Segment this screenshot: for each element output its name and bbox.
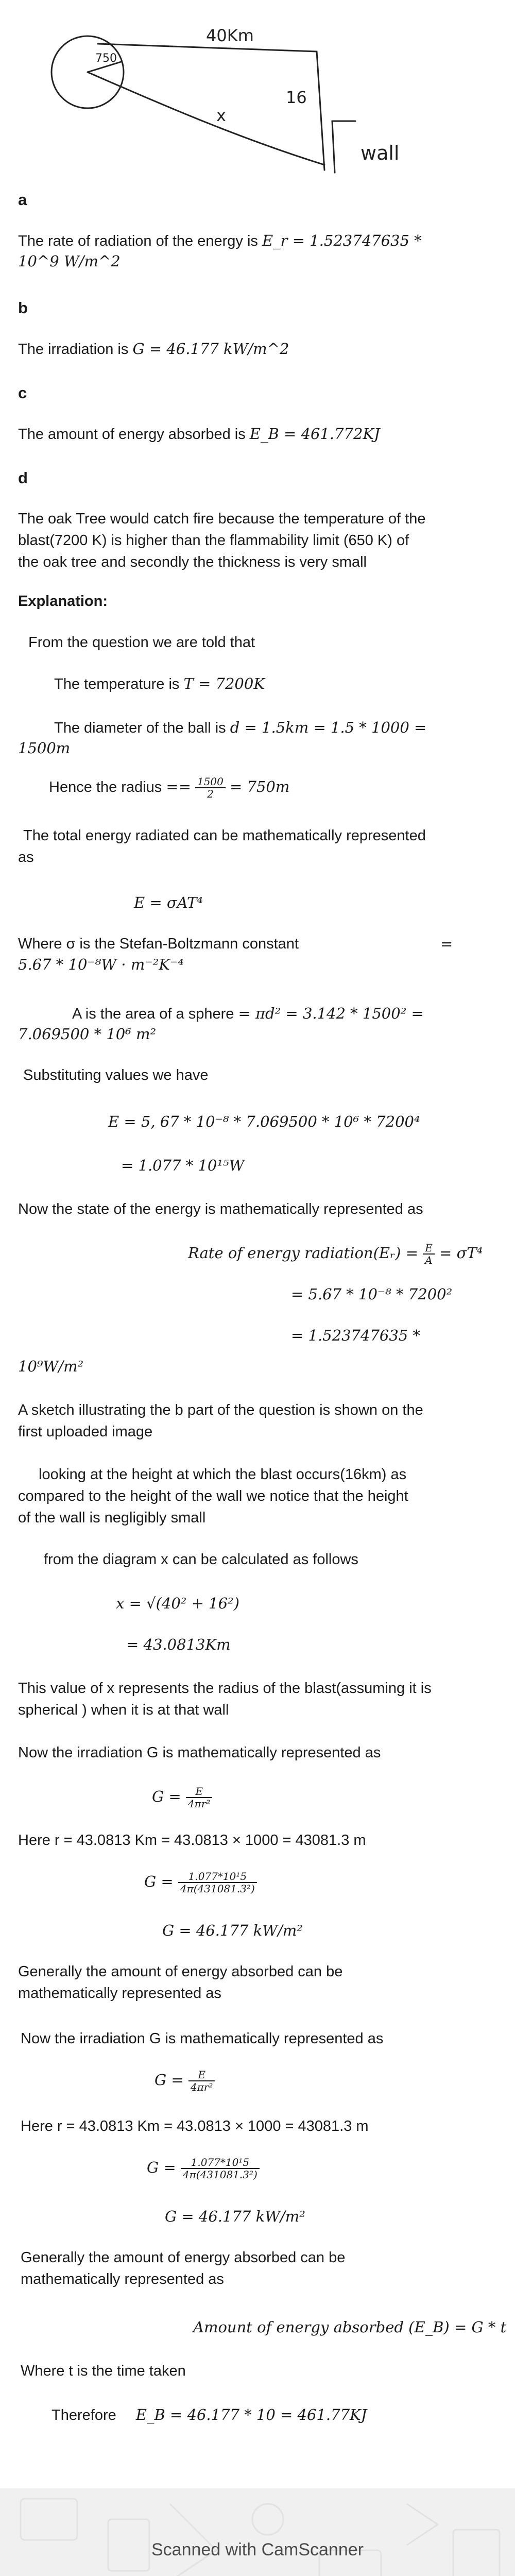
exp-l3-text: The diameter of the ball is bbox=[54, 720, 226, 736]
eq-g-3-fraction: $\frac{E}{\text{4πr²}}$ bbox=[188, 2069, 215, 2093]
part-a-math-cont: 10^9 W/m^2 bbox=[18, 252, 121, 270]
part-c-math: E_B = 461.772KJ bbox=[249, 425, 380, 443]
label-wall: wall bbox=[360, 142, 400, 164]
hypotenuse-line bbox=[88, 72, 324, 165]
eq-rate bbox=[188, 1242, 483, 1266]
exp-l11-2: compared to the height of the wall we notice that the height bbox=[18, 1488, 408, 1504]
eq-g-4-fraction: $\frac{\text{1.077*10¹5}}{\text{4π(431081.3²)}}$ bbox=[181, 2157, 260, 2180]
label-40km: 40Km bbox=[206, 26, 254, 45]
exp-l13-2: spherical ) when it is at that wall bbox=[18, 1702, 229, 1718]
part-d-line1: The oak Tree would catch fire because the temperature of the bbox=[18, 511, 426, 527]
part-a-label: a bbox=[18, 191, 27, 209]
exp-l21-text: Therefore bbox=[52, 2407, 116, 2424]
eq-g-3 bbox=[154, 2069, 215, 2093]
part-c-text: The amount of energy absorbed is bbox=[18, 426, 246, 443]
eq-g-1-left: G = bbox=[152, 1788, 181, 1805]
exp-l7-cont: 7.069500 * 10⁶ m² bbox=[18, 1025, 157, 1043]
exp-l10-1: A sketch illustrating the b part of the question is shown on the bbox=[18, 1402, 423, 1418]
part-d-line3: the oak tree and secondly the thickness is very small bbox=[18, 554, 367, 570]
eq-g-result-1: G = 46.177 kW/m² bbox=[162, 1922, 303, 1939]
exp-l4 bbox=[49, 775, 289, 800]
wall-line bbox=[332, 121, 335, 173]
exp-l7 bbox=[72, 1002, 424, 1025]
label-16: 16 bbox=[286, 88, 307, 107]
exp-l13-1: This value of x represents the radius of the blast(assuming it is bbox=[18, 1680, 432, 1697]
eq-rate-result-cont: 10⁹W/m² bbox=[18, 1358, 84, 1375]
eq-g-4-left: G = bbox=[147, 2159, 176, 2176]
part-d-line2: blast(7200 K) is higher than the flammability limit (650 K) of bbox=[18, 532, 409, 549]
part-b-line bbox=[18, 337, 289, 361]
exp-l4-text: Hence the radius bbox=[49, 779, 162, 795]
exp-l19-2: mathematically represented as bbox=[21, 2271, 224, 2287]
exp-l11-3: of the wall is negligibly small bbox=[18, 1510, 206, 1526]
exp-l4-fraction: $\frac{1500}{2}$ bbox=[195, 776, 226, 800]
exp-l3 bbox=[54, 716, 426, 739]
exp-l9: Now the state of the energy is mathematically represented as bbox=[18, 1201, 423, 1217]
label-750: 750 bbox=[95, 52, 117, 65]
exp-l6-eq: = bbox=[440, 935, 453, 953]
exp-l18: Here r = 43.0813 Km = 43.0813 × 1000 = 43081.3 m bbox=[21, 2118, 369, 2134]
eq-g-2 bbox=[144, 1870, 257, 1894]
eq-g-2-fraction: $\frac{\text{1.077*10¹5}}{\text{4π(431081.3²)}}$ bbox=[178, 1871, 257, 1894]
part-a-text: The rate of radiation of the energy is bbox=[18, 233, 258, 249]
exp-l11-1: looking at the height at which the blast occurs(16km) as bbox=[39, 1466, 407, 1483]
eq-g-1-fraction: $\frac{E}{\text{4πr²}}$ bbox=[186, 1786, 212, 1809]
eq-rate-sub: = 5.67 * 10⁻⁸ * 7200² bbox=[291, 1285, 453, 1303]
eq-rate-result: = 1.523747635 * bbox=[291, 1327, 420, 1344]
footer-text: Scanned with CamScanner bbox=[151, 2540, 364, 2560]
exp-l14: Now the irradiation G is mathematically represented as bbox=[18, 1744, 381, 1761]
part-b-label: b bbox=[18, 299, 28, 317]
eq-rate-fraction: $\frac{E}{A}$ bbox=[423, 1242, 435, 1266]
footer-pattern bbox=[0, 2488, 515, 2576]
exp-l8: Substituting values we have bbox=[23, 1067, 209, 1083]
exp-l4-result: = 750m bbox=[229, 778, 290, 795]
eq-rate-left: Rate of energy radiation(Eᵣ) = bbox=[188, 1244, 418, 1262]
exp-l15: Here r = 43.0813 Km = 43.0813 × 1000 = 43081.3 m bbox=[18, 1832, 366, 1849]
exp-l2 bbox=[54, 672, 265, 696]
exp-l16-2: mathematically represented as bbox=[18, 1985, 221, 2002]
exp-l5-2: as bbox=[18, 849, 34, 866]
exp-l2-math: T = 7200K bbox=[183, 675, 265, 692]
exp-l10-2: first uploaded image bbox=[18, 1423, 153, 1440]
part-d-label: d bbox=[18, 469, 28, 487]
explanation-heading: Explanation: bbox=[18, 593, 108, 609]
blast-sketch bbox=[0, 0, 515, 175]
exp-l6-val: 5.67 * 10⁻⁸W · m⁻²K⁻⁴ bbox=[18, 956, 184, 973]
exp-l3-cont: 1500m bbox=[18, 739, 71, 757]
exp-l12: from the diagram x can be calculated as follows bbox=[44, 1551, 358, 1568]
exp-l17: Now the irradiation G is mathematically represented as bbox=[21, 2030, 384, 2047]
eq-g-2-left: G = bbox=[144, 1873, 174, 1890]
exp-l1: From the question we are told that bbox=[28, 634, 255, 651]
exp-l6: Where σ is the Stefan-Boltzmann constant bbox=[18, 936, 299, 952]
exp-l21 bbox=[52, 2403, 367, 2427]
eq-energy-result: = 1.077 * 10¹⁵W bbox=[121, 1157, 245, 1174]
eq-stefan: E = σAT⁴ bbox=[134, 894, 203, 911]
eq-g-4 bbox=[147, 2156, 260, 2180]
part-c-label: c bbox=[18, 384, 27, 402]
exp-l21-math: E_B = 46.177 * 10 = 461.77KJ bbox=[135, 2406, 367, 2424]
exp-l7-math: = πd² = 3.142 * 1500² = bbox=[238, 1005, 424, 1022]
exp-l3-math: d = 1.5km = 1.5 * 1000 = bbox=[230, 719, 427, 736]
eq-g-result-2: G = 46.177 kW/m² bbox=[165, 2208, 305, 2225]
exp-l5-1: The total energy radiated can be mathematically represented bbox=[23, 827, 426, 844]
eq-x: x = √(40² + 16²) bbox=[116, 1595, 239, 1612]
exp-l7-text: A is the area of a sphere bbox=[72, 1006, 234, 1022]
scanner-footer bbox=[0, 2488, 515, 2576]
exp-l20: Where t is the time taken bbox=[21, 2363, 186, 2379]
eq-rate-right: = σT⁴ bbox=[439, 1244, 483, 1262]
part-b-math: G = 46.177 kW/m^2 bbox=[132, 340, 289, 358]
exp-l4-eq: == bbox=[166, 778, 191, 795]
eq-g-1 bbox=[152, 1785, 212, 1809]
eq-g-3-left: G = bbox=[154, 2071, 184, 2089]
part-c-line bbox=[18, 422, 380, 446]
exp-l2-text: The temperature is bbox=[54, 676, 180, 692]
part-a-line bbox=[18, 229, 422, 252]
part-b-text: The irradiation is bbox=[18, 341, 129, 358]
eq-energy-sub: E = 5, 67 * 10⁻⁸ * 7.069500 * 10⁶ * 7200⁴ bbox=[108, 1113, 420, 1130]
exp-l16-1: Generally the amount of energy absorbed can be bbox=[18, 1963, 343, 1980]
part-a-math: E_r = 1.523747635 * bbox=[262, 232, 422, 249]
eq-x-result: = 43.0813Km bbox=[126, 1636, 231, 1653]
exp-l19-1: Generally the amount of energy absorbed can be bbox=[21, 2249, 346, 2266]
label-x: x bbox=[216, 106, 226, 125]
eq-absorbed: Amount of energy absorbed (E_B) = G * t bbox=[193, 2318, 507, 2336]
vertical-line bbox=[317, 52, 324, 170]
